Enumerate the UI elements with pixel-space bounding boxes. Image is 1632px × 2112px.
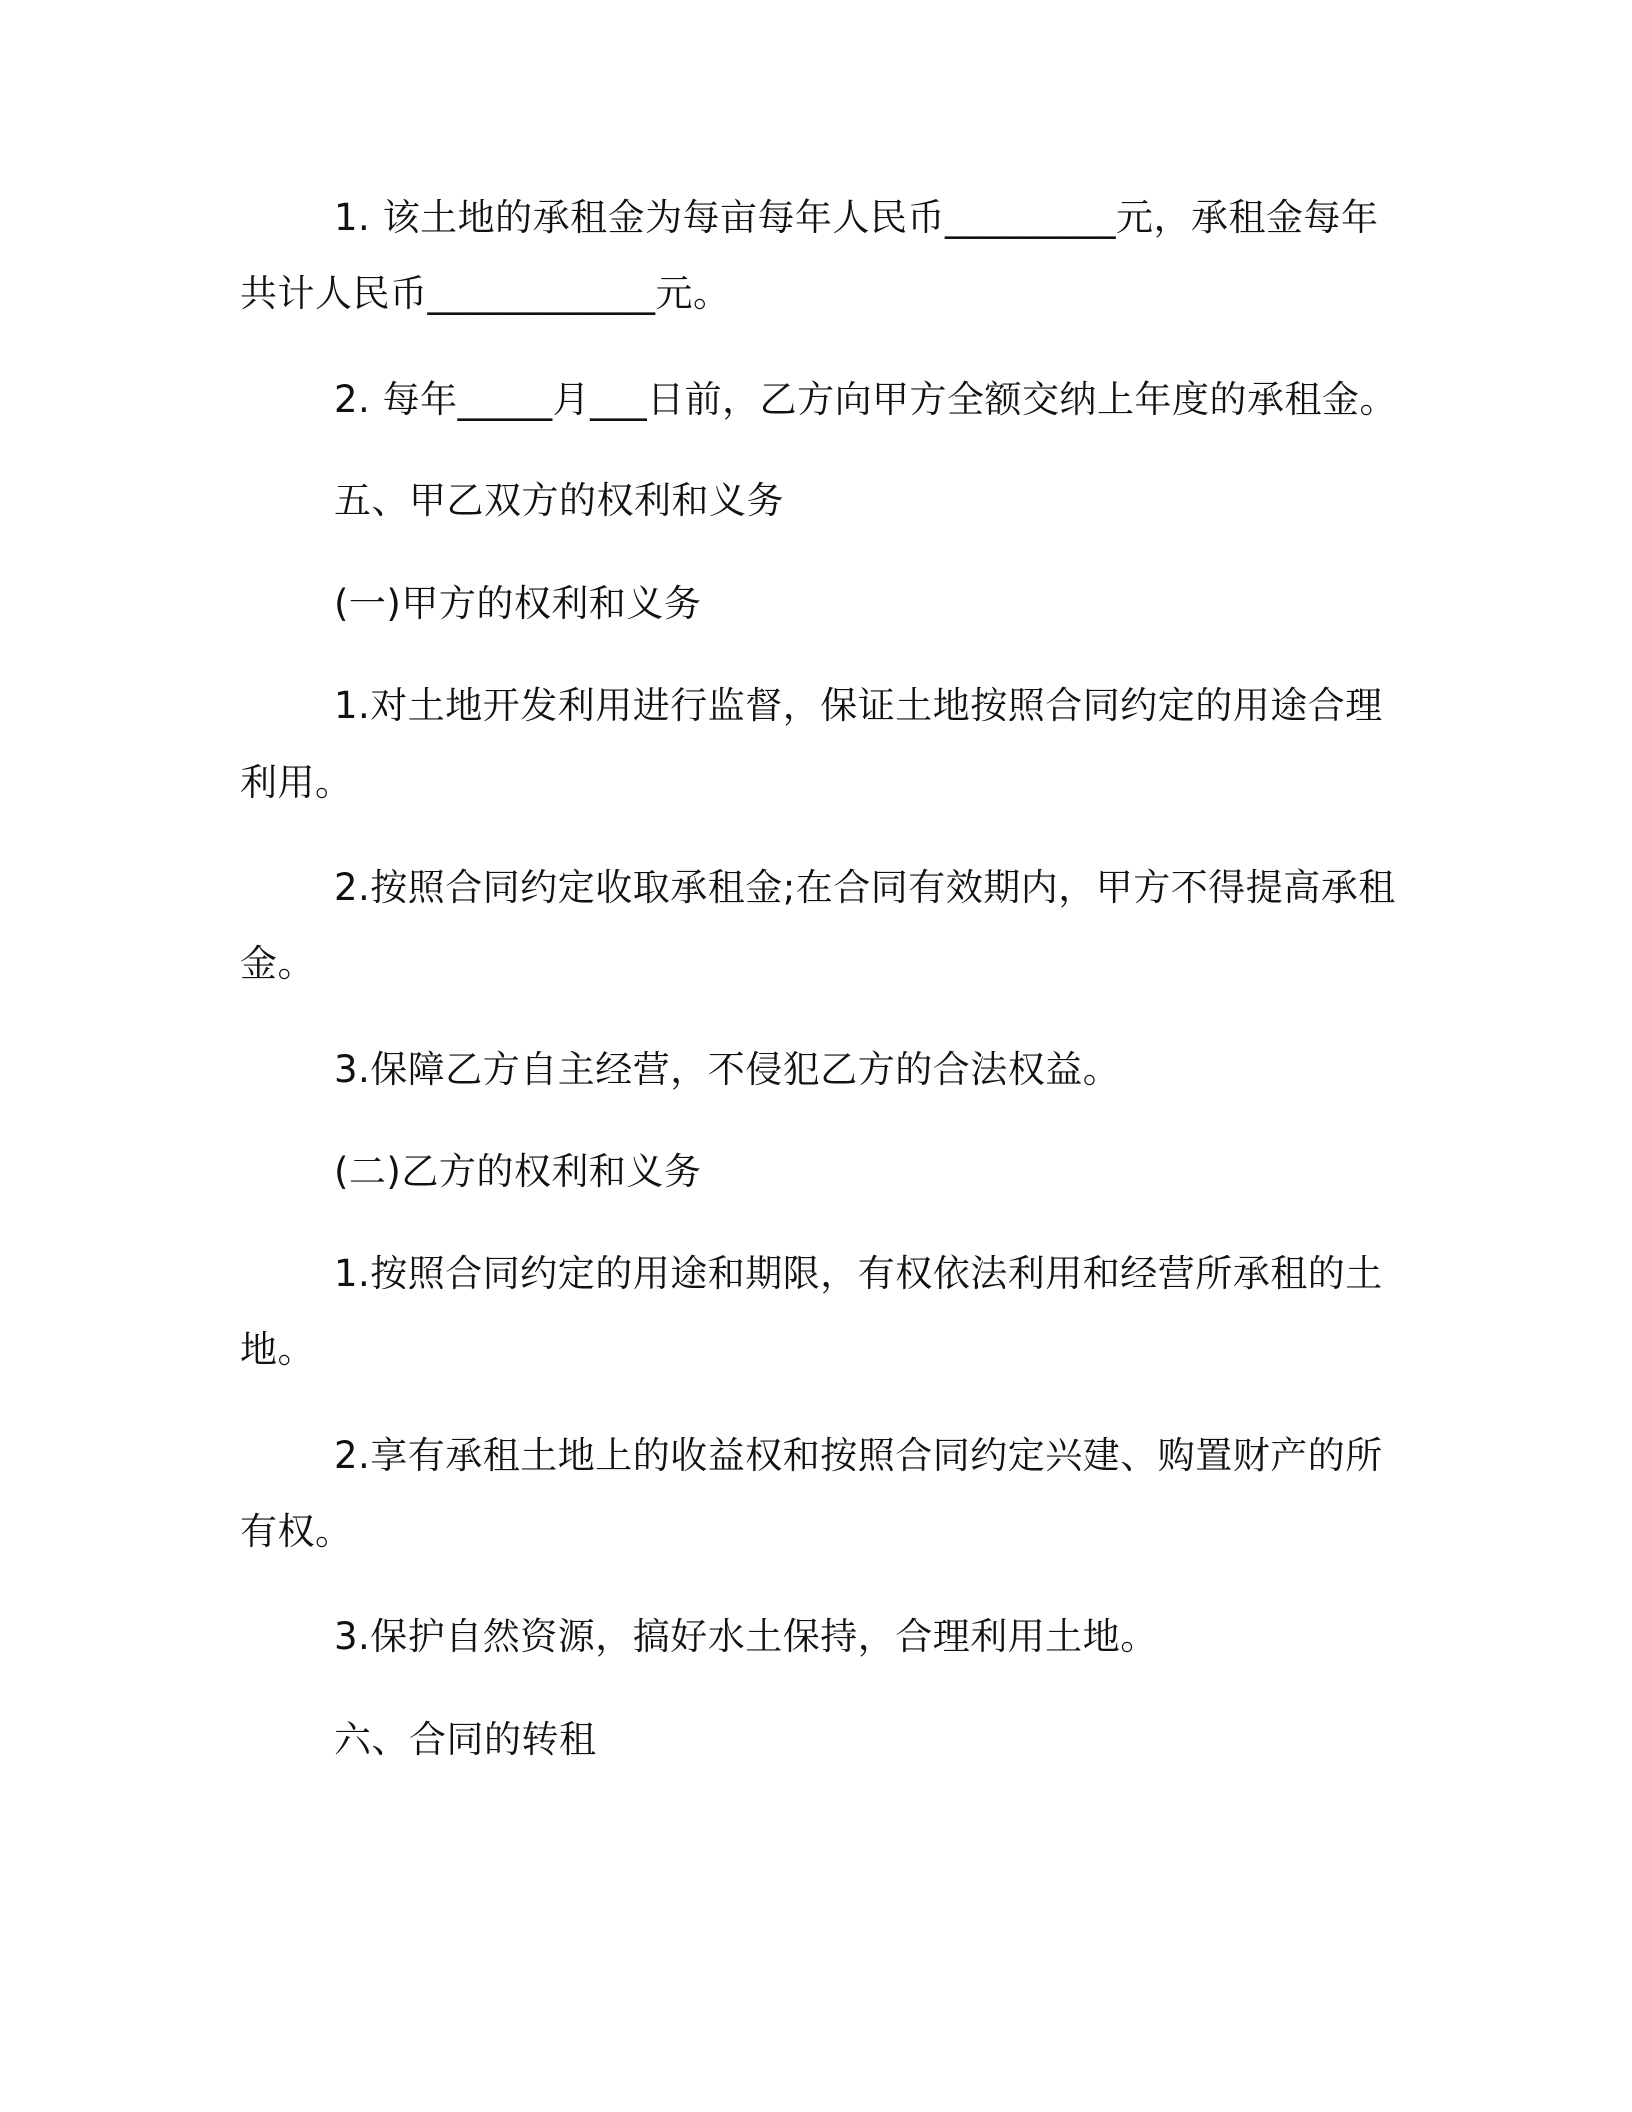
party-a-item-1-line-1: 1.对土地开发利用进行监督，保证土地按照合同约定的用途合理 (334, 684, 1383, 727)
party-b-item-1-line-2: 地。 (240, 1328, 315, 1371)
party-b-item-3: 3.保护自然资源，搞好水土保持，合理利用土地。 (334, 1615, 1158, 1658)
payment-date-line: 2. 每年_____月___日前，乙方向甲方全额交纳上年度的承租金。 (334, 378, 1398, 421)
party-a-item-3: 3.保障乙方自主经营，不侵犯乙方的合法权益。 (334, 1048, 1121, 1091)
rent-amount-line-2: 共计人民币____________元。 (240, 272, 731, 315)
party-a-item-2-line-2: 金。 (240, 942, 315, 985)
party-b-item-2-line-1: 2.享有承租土地上的收益权和按照合同约定兴建、购置财产的所 (334, 1434, 1383, 1477)
section-five-heading: 五、甲乙双方的权利和义务 (334, 479, 784, 522)
rent-amount-line-1: 1. 该土地的承租金为每亩每年人民币_________元，承租金每年 (334, 196, 1379, 239)
party-a-item-1-line-2: 利用。 (240, 761, 353, 804)
party-a-item-2-line-1: 2.按照合同约定收取承租金;在合同有效期内，甲方不得提高承租 (334, 866, 1396, 909)
party-b-item-2-line-2: 有权。 (240, 1510, 353, 1553)
party-b-subheading: (二)乙方的权利和义务 (334, 1150, 702, 1193)
section-six-heading: 六、合同的转租 (334, 1718, 597, 1761)
party-b-item-1-line-1: 1.按照合同约定的用途和期限，有权依法利用和经营所承租的土 (334, 1252, 1383, 1295)
party-a-subheading: (一)甲方的权利和义务 (334, 582, 702, 625)
